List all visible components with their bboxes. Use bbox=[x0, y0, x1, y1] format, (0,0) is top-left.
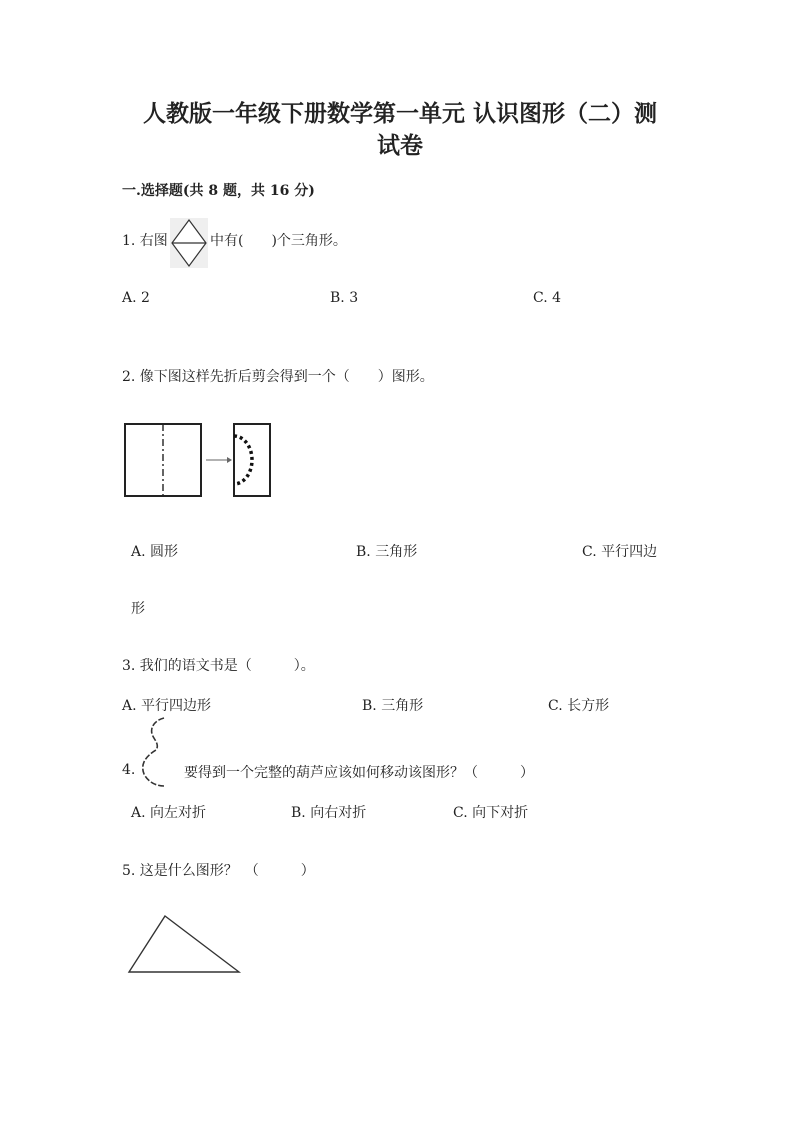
q4-half-gourd-figure bbox=[140, 716, 174, 788]
question-2-text: 2. 像下图这样先折后剪会得到一个（ ）图形。 bbox=[122, 369, 434, 385]
page-title bbox=[100, 98, 700, 162]
question-4-text: 要得到一个完整的葫芦应该如何移动该图形？（ ） bbox=[184, 765, 534, 781]
question-4-number: 4. bbox=[122, 762, 136, 778]
q2-fold-cut-figure bbox=[124, 420, 274, 500]
q1-option-a[interactable]: A. 2 bbox=[122, 290, 150, 306]
title-line-2: 试卷 bbox=[377, 132, 423, 159]
q3-option-a[interactable]: A. 平行四边形 bbox=[122, 698, 212, 714]
section-heading: 一.选择题(共 8 题，共 16 分) bbox=[122, 183, 315, 199]
q1-diamond-figure bbox=[170, 218, 208, 268]
q1-option-b[interactable]: B. 3 bbox=[330, 290, 359, 306]
q5-triangle-figure bbox=[125, 912, 245, 978]
question-5-text: 5. 这是什么图形？ （ ） bbox=[122, 863, 315, 879]
title-line-1: 人教版一年级下册数学第一单元 认识图形（二）测 bbox=[142, 100, 657, 127]
question-1-prefix: 1. 右图 bbox=[122, 233, 168, 249]
q3-option-b[interactable]: B. 三角形 bbox=[362, 698, 424, 714]
triangle-shape bbox=[129, 916, 239, 972]
arrow-head bbox=[227, 457, 232, 463]
half-gourd-outline bbox=[143, 718, 164, 786]
q2-option-c[interactable]: C. 平行四边 bbox=[582, 544, 658, 560]
q2-option-a[interactable]: A. 圆形 bbox=[131, 544, 179, 560]
question-3-text: 3. 我们的语文书是（ ）。 bbox=[122, 658, 315, 674]
q1-option-c[interactable]: C. 4 bbox=[533, 290, 562, 306]
q2-option-c-wrap: 形 bbox=[131, 601, 145, 617]
q2-option-b[interactable]: B. 三角形 bbox=[356, 544, 418, 560]
q4-option-c[interactable]: C. 向下对折 bbox=[453, 805, 529, 821]
q4-option-b[interactable]: B. 向右对折 bbox=[291, 805, 367, 821]
q4-option-a[interactable]: A. 向左对折 bbox=[131, 805, 207, 821]
question-1-suffix: 中有( )个三角形。 bbox=[210, 233, 347, 249]
cut-half-circle bbox=[234, 436, 252, 484]
q3-option-c[interactable]: C. 长方形 bbox=[548, 698, 610, 714]
